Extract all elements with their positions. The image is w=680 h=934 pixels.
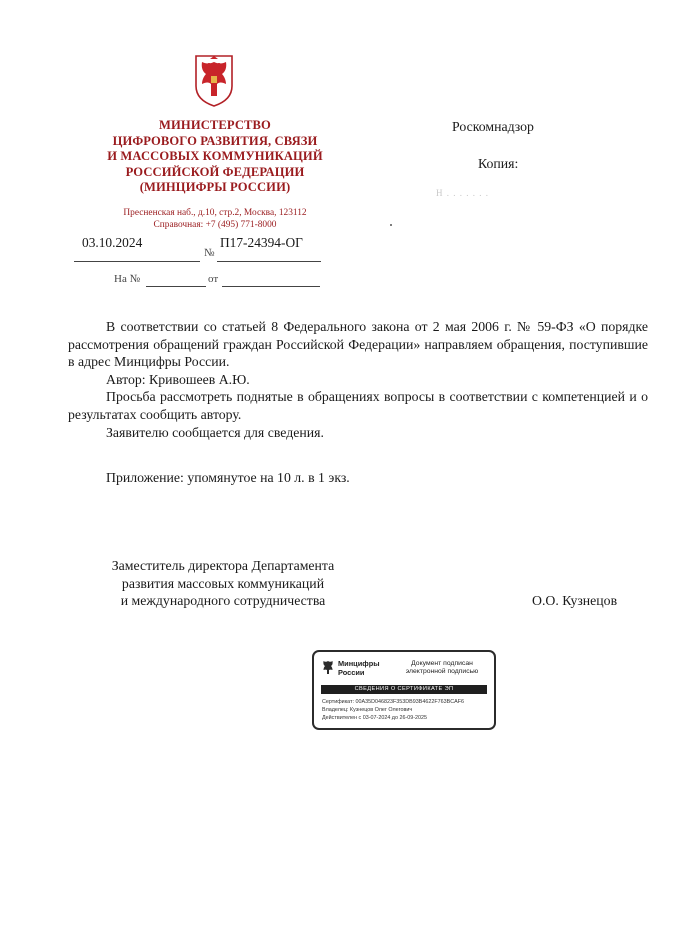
reference-number-line bbox=[146, 286, 206, 287]
position-line: Заместитель директора Департамента bbox=[111, 558, 335, 573]
number-underline bbox=[217, 261, 321, 262]
stamp-signed-line: электронной подписью bbox=[405, 668, 479, 676]
document-date: 03.10.2024 bbox=[82, 235, 143, 250]
ministry-line: РОССИЙСКОЙ ФЕДЕРАЦИИ bbox=[125, 164, 305, 179]
ministry-line: И МАССОВЫХ КОММУНИКАЦИЙ bbox=[107, 149, 323, 163]
ministry-line: МИНИСТЕРСТВО bbox=[159, 118, 271, 132]
coat-of-arms-icon bbox=[321, 659, 335, 676]
russian-coat-of-arms-icon bbox=[192, 52, 236, 108]
signatory-name: О.О. Кузнецов bbox=[532, 593, 618, 608]
ministry-name-block bbox=[70, 118, 360, 196]
body-paragraph: В соответствии со статьей 8 Федерального закона от 2 мая 2006 г. № 59-ФЗ «О порядке рассмотрения обращений граждан Российской Федерации» направляем обращения, поступившие в адрес Минцифры России. bbox=[68, 319, 648, 370]
appendix-line: Приложение: упомянутое на 10 л. в 1 экз. bbox=[106, 470, 350, 485]
certificate-owner: Владелец: Кузнецов Олег Олегович bbox=[322, 707, 413, 713]
ministry-line: ЦИФРОВОГО РАЗВИТИЯ, СВЯЗИ bbox=[112, 133, 318, 148]
number-sign: № bbox=[204, 247, 215, 259]
ministry-address-block bbox=[70, 207, 360, 231]
author-line: Автор: Кривошеев А.Ю. bbox=[106, 371, 250, 387]
reference-date-line bbox=[222, 286, 320, 287]
reference-label: На № bbox=[114, 273, 141, 285]
ministry-address: Пресненская наб., д.10, стр.2, Москва, 123112 bbox=[123, 208, 307, 218]
ministry-line: (МИНЦИФРЫ РОССИИ) bbox=[139, 180, 291, 194]
recipient-name: Роскомнадзор bbox=[452, 119, 534, 134]
certificate-info-bar: СВЕДЕНИЯ О СЕРТИФИКАТЕ ЭП bbox=[321, 685, 487, 694]
certificate-serial: Сертификат: 00A35D046823F353DB93B4622F763BCAF6 bbox=[322, 699, 465, 705]
scan-dot bbox=[390, 224, 392, 226]
stamp-signed-line: Документ подписан bbox=[411, 660, 473, 667]
signatory-position bbox=[78, 557, 368, 610]
copy-label: Копия: bbox=[478, 156, 519, 171]
stamp-signed-caption bbox=[394, 660, 490, 677]
document-number: П17-24394-ОГ bbox=[220, 235, 303, 250]
copy-recipient-faint: Н . . . . . . . bbox=[436, 188, 489, 198]
body-paragraph: Просьба рассмотреть поднятые в обращениях вопросы в соответствии с компетенцией и о результатах сообщить автору. bbox=[68, 389, 648, 422]
date-underline bbox=[74, 261, 200, 262]
ministry-phone: Справочная: +7 (495) 771-8000 bbox=[153, 220, 277, 230]
stamp-brand-line: Минцифры bbox=[338, 659, 380, 668]
certificate-validity: Действителен с 03-07-2024 до 26-09-2025 bbox=[322, 715, 428, 721]
position-line: и международного сотрудничества bbox=[120, 593, 326, 609]
stamp-brand-line: России bbox=[338, 667, 365, 677]
electronic-signature-stamp bbox=[312, 650, 496, 730]
stamp-brand bbox=[338, 660, 380, 677]
body-paragraph: Заявителю сообщается для сведения. bbox=[106, 424, 324, 440]
reference-from-label: от bbox=[208, 273, 219, 285]
letter-body bbox=[68, 318, 648, 441]
position-line: развития массовых коммуникаций bbox=[121, 575, 325, 591]
